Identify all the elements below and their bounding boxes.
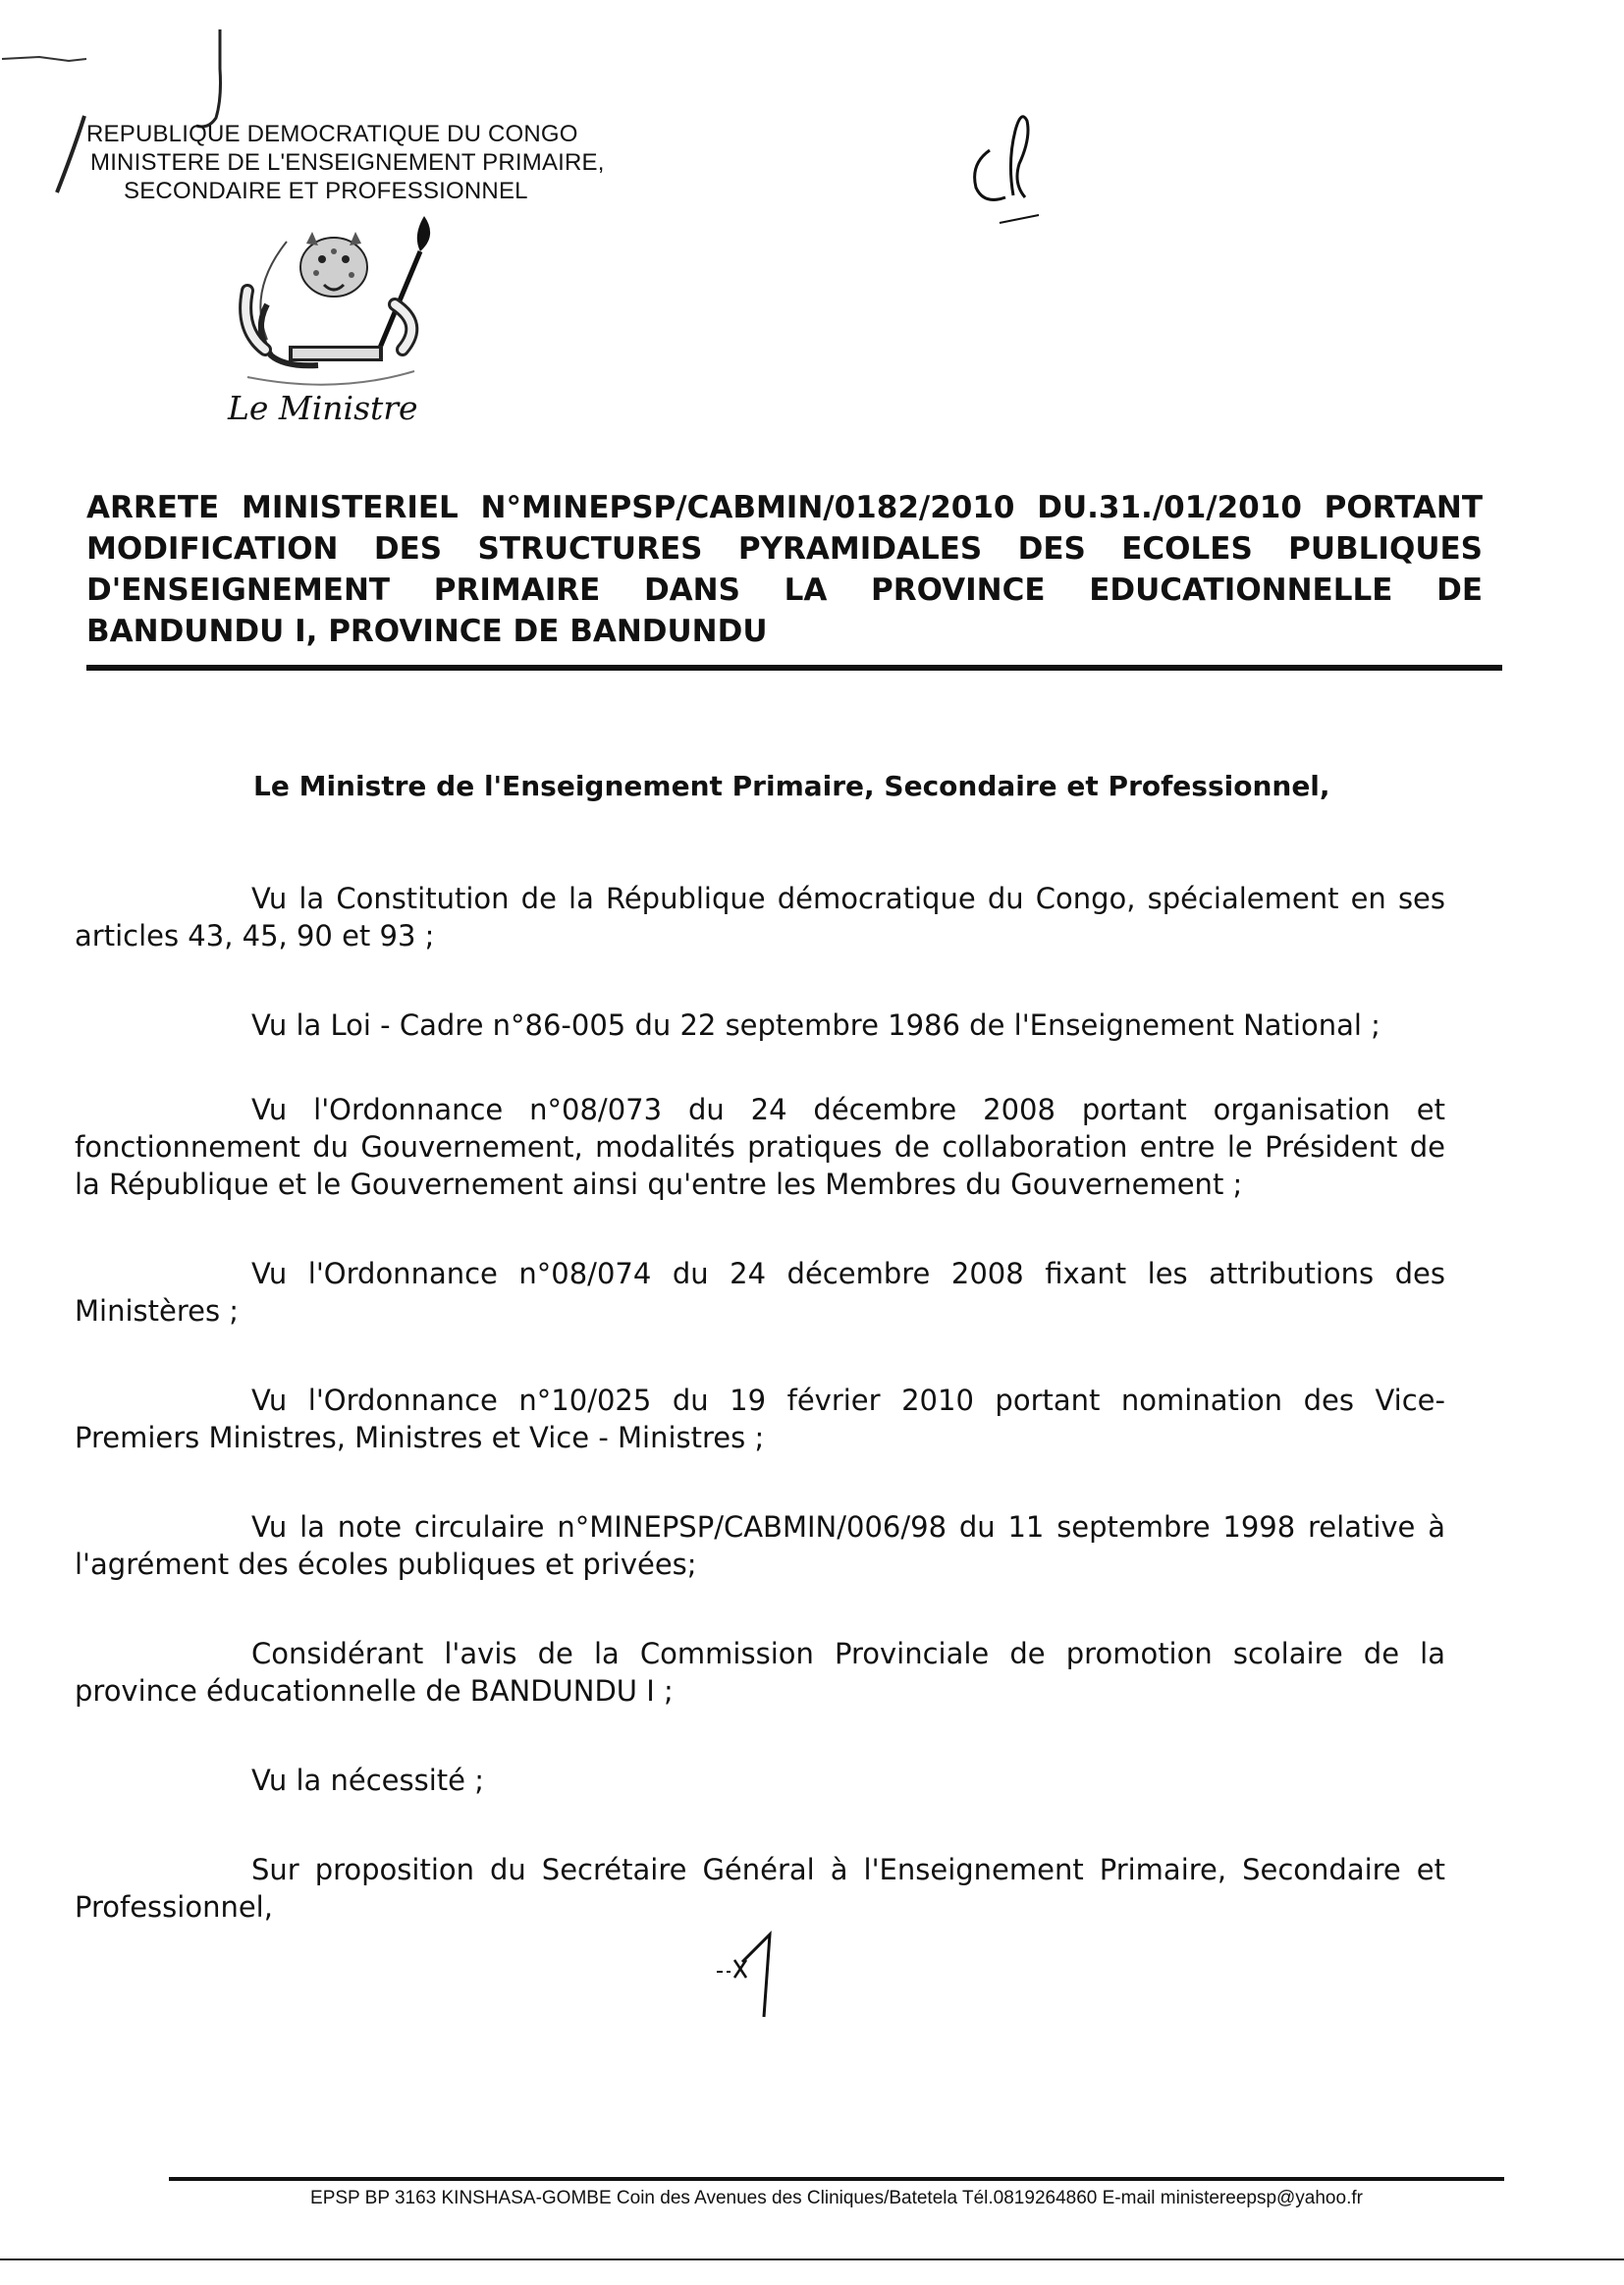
- preamble-paragraph: Vu l'Ordonnance n°08/073 du 24 décembre 2008 portant organisation et fonctionnement du Gouvernement, modalités pratiques de collaboration entre le Président de la République et le Gouvernement ainsi qu'entre les Membres du Gouvernement ;: [75, 1093, 1445, 1201]
- preamble: [75, 880, 1445, 1978]
- scan-edge-line: [0, 2258, 1624, 2260]
- preamble-paragraph: Vu l'Ordonnance n°08/074 du 24 décembre 2008 fixant les attributions des Ministères ;: [75, 1257, 1445, 1328]
- preamble-paragraph: Vu la Constitution de la République démocratique du Congo, spécialement en ses articles 43, 45, 90 et 93 ;: [75, 882, 1445, 952]
- minister-heading: Le Ministre de l'Enseignement Primaire, Secondaire et Professionnel,: [253, 770, 1330, 802]
- header-ministry-cont: SECONDAIRE ET PROFESSIONNEL: [124, 178, 528, 204]
- handwritten-initials-signature: [713, 1927, 782, 2021]
- header-ministry: MINISTERE DE L'ENSEIGNEMENT PRIMAIRE,: [90, 149, 605, 176]
- preamble-paragraph: Vu la note circulaire n°MINEPSP/CABMIN/006/98 du 11 septembre 1998 relative à l'agrément des écoles publiques et privées;: [75, 1510, 1445, 1581]
- footer-address: EPSP BP 3163 KINSHASA-GOMBE Coin des Avenues des Cliniques/Batetela Tél.0819264860 E-mail ministereepsp@yahoo.fr: [310, 2188, 1363, 2208]
- decree-title: ARRETE MINISTERIEL N°MINEPSP/CABMIN/0182/2010 DU.31./01/2010 PORTANT MODIFICATION DES STRUCTURES PYRAMIDALES DES ECOLES PUBLIQUES D'ENSEIGNEMENT PRIMAIRE DANS LA PROVINCE EDUCATIONNELLE DE BANDUNDU I, PROVINCE DE BANDUNDU: [86, 490, 1483, 649]
- preamble-paragraph: Vu l'Ordonnance n°10/025 du 19 février 2010 portant nomination des Vice-Premiers Ministres, Ministres et Vice - Ministres ;: [75, 1384, 1445, 1454]
- ministry-header: [86, 120, 676, 205]
- title-divider: [86, 665, 1502, 671]
- header-country: REPUBLIQUE DEMOCRATIQUE DU CONGO: [86, 121, 578, 147]
- preamble-paragraph: Vu la Loi - Cadre n°86-005 du 22 septembre 1986 de l'Enseignement National ;: [251, 1008, 1380, 1042]
- handwritten-corner-note: [964, 103, 1053, 231]
- leopard-coat-of-arms-icon: [228, 202, 444, 389]
- seal-caption-le-ministre: Le Ministre: [228, 389, 418, 427]
- preamble-paragraph: Sur proposition du Secrétaire Général à l'Enseignement Primaire, Secondaire et Professionnel,: [75, 1853, 1445, 1924]
- preamble-paragraph: Vu la nécessité ;: [251, 1764, 484, 1797]
- footer-divider: [169, 2177, 1504, 2181]
- preamble-paragraph: Considérant l'avis de la Commission Provinciale de promotion scolaire de la province éducationnelle de BANDUNDU I ;: [75, 1637, 1445, 1708]
